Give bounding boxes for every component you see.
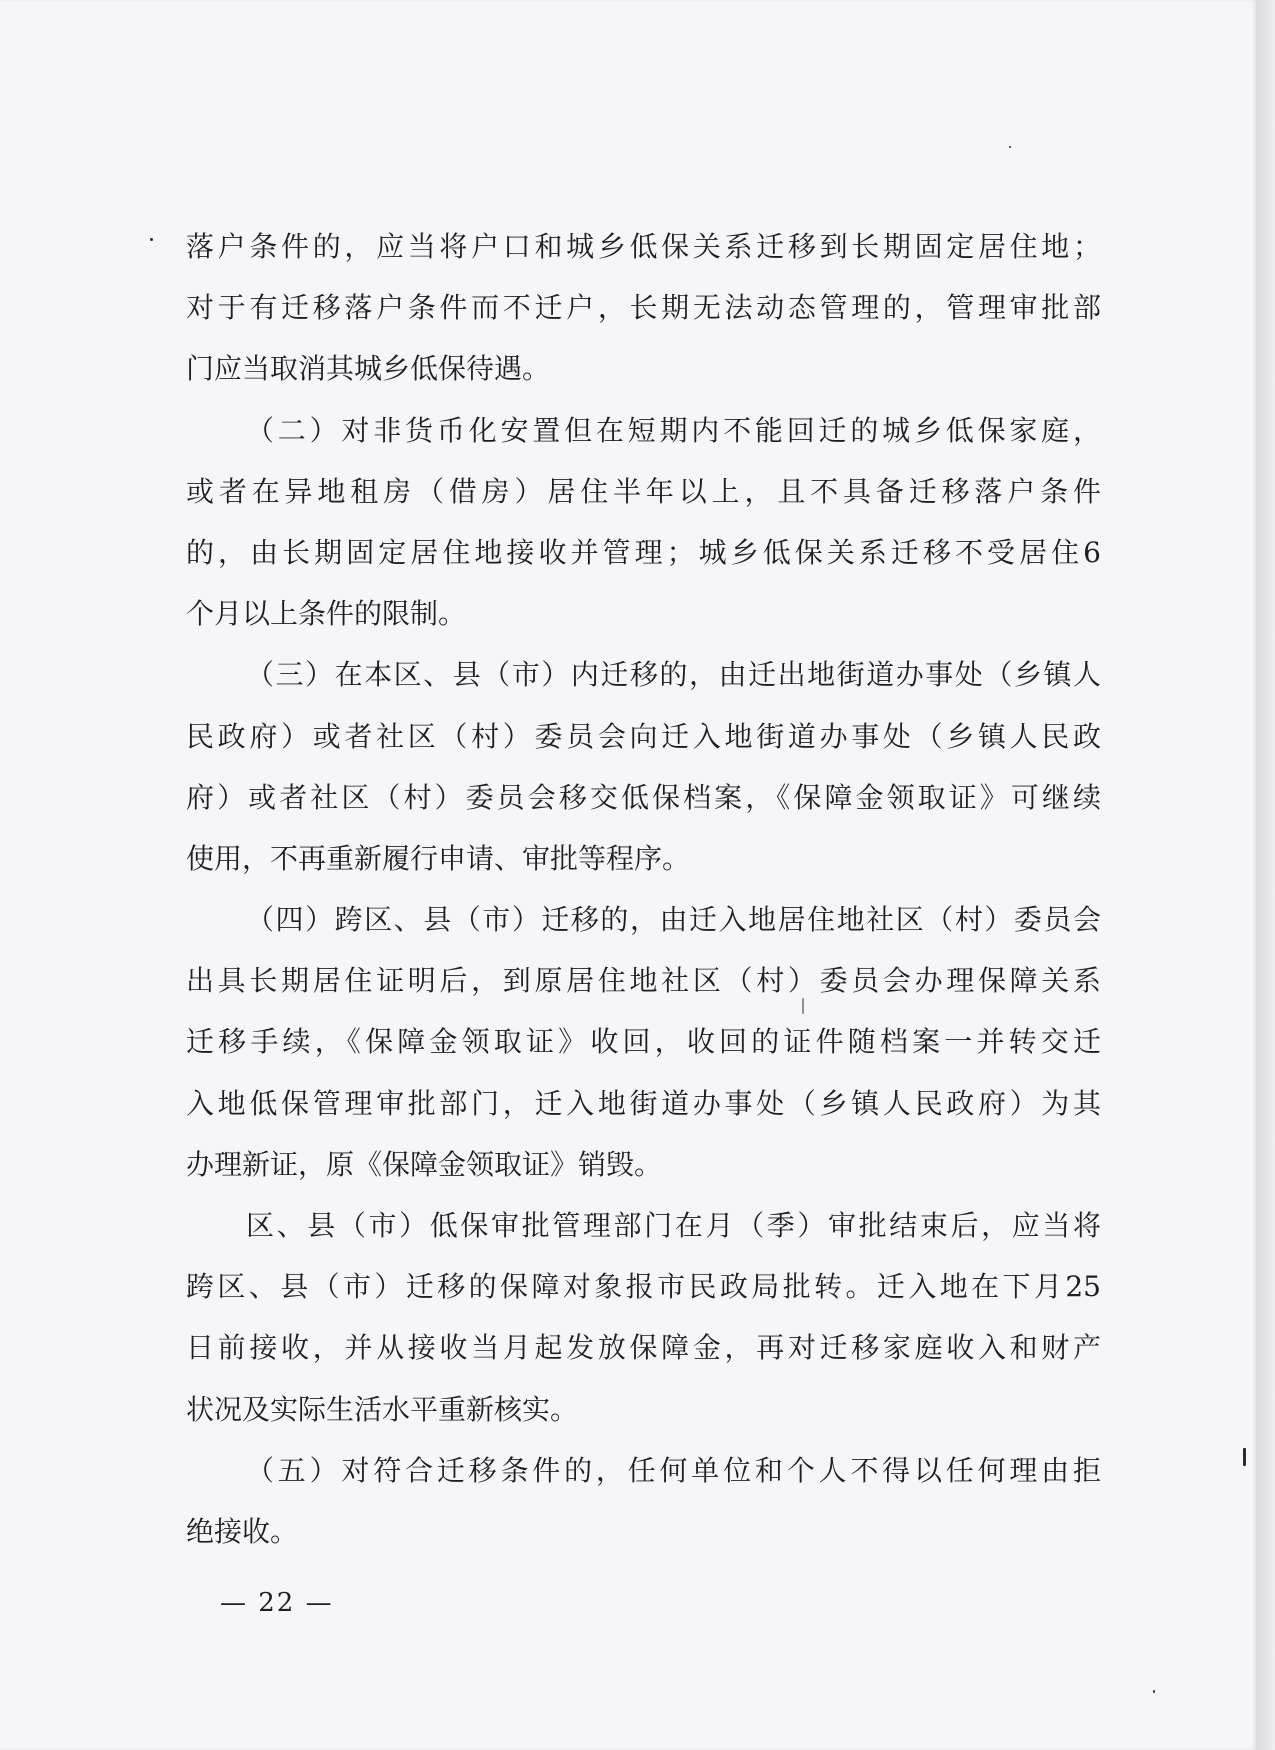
- text-line: （四）跨区、县（市）迁移的，由迁入地居住地社区（村）委员会: [246, 903, 1101, 937]
- text-line: 民政府）或者社区（村）委员会向迁入地街道办事处（乡镇人民政: [186, 719, 1101, 753]
- scan-edge: [1256, 0, 1275, 1750]
- scan-speck: [150, 238, 153, 241]
- text-line: 个月以上条件的限制。: [186, 597, 467, 631]
- text-line: 对于有迁移落户条件而不迁户，长期无法动态管理的，管理审批部: [186, 291, 1101, 325]
- text-line: 办理新证，原《保障金领取证》销毁。: [186, 1147, 663, 1181]
- text-line: 落户条件的，应当将户口和城乡低保关系迁移到长期固定居住地；: [186, 230, 1101, 263]
- scan-speck: [802, 998, 804, 1014]
- text-line: 区、县（市）低保审批管理部门在月（季）审批结束后，应当将: [246, 1209, 1101, 1242]
- text-line: （三）在本区、县（市）内迁移的，由迁出地街道办事处（乡镇人: [246, 658, 1101, 692]
- text-line: 门应当取消其城乡低保待遇。: [186, 352, 551, 386]
- text-line: 日前接收，并从接收当月起发放保障金，再对迁移家庭收入和财产: [186, 1331, 1101, 1365]
- text-line: 入地低保管理审批部门，迁入地街道办事处（乡镇人民政府）为其: [186, 1086, 1101, 1120]
- text-line: 府）或者社区（村）委员会移交低保档案，《保障金领取证》可继续: [186, 780, 1101, 814]
- scan-speck: [1243, 1448, 1246, 1466]
- text-line: （二）对非货币化安置但在短期内不能回迁的城乡低保家庭，: [246, 413, 1101, 447]
- page-number: — 22 —: [220, 1588, 334, 1618]
- text-line: 的，由长期固定居住地接收并管理；城乡低保关系迁移不受居住6: [186, 535, 1101, 569]
- text-line: 使用，不再重新履行申请、审批等程序。: [186, 841, 691, 875]
- text-line: 迁移手续，《保障金领取证》收回，收回的证件随档案一并转交迁: [186, 1025, 1101, 1059]
- scan-speck: [1009, 146, 1011, 148]
- text-line: 绝接收。: [186, 1514, 299, 1548]
- text-line: 或者在异地租房（借房）居住半年以上，且不具备迁移落户条件: [186, 474, 1101, 508]
- body-text: [186, 216, 1101, 1562]
- text-line: 状况及实际生活水平重新核实。: [186, 1392, 579, 1426]
- scan-speck: [1153, 1690, 1155, 1693]
- text-line: （五）对符合迁移条件的，任何单位和个人不得以任何理由拒: [246, 1453, 1101, 1487]
- text-line: 跨区、县（市）迁移的保障对象报市民政局批转。迁入地在下月25: [186, 1270, 1101, 1304]
- text-line: 出具长期居住证明后，到原居住地社区（村）委员会办理保障关系: [186, 964, 1101, 998]
